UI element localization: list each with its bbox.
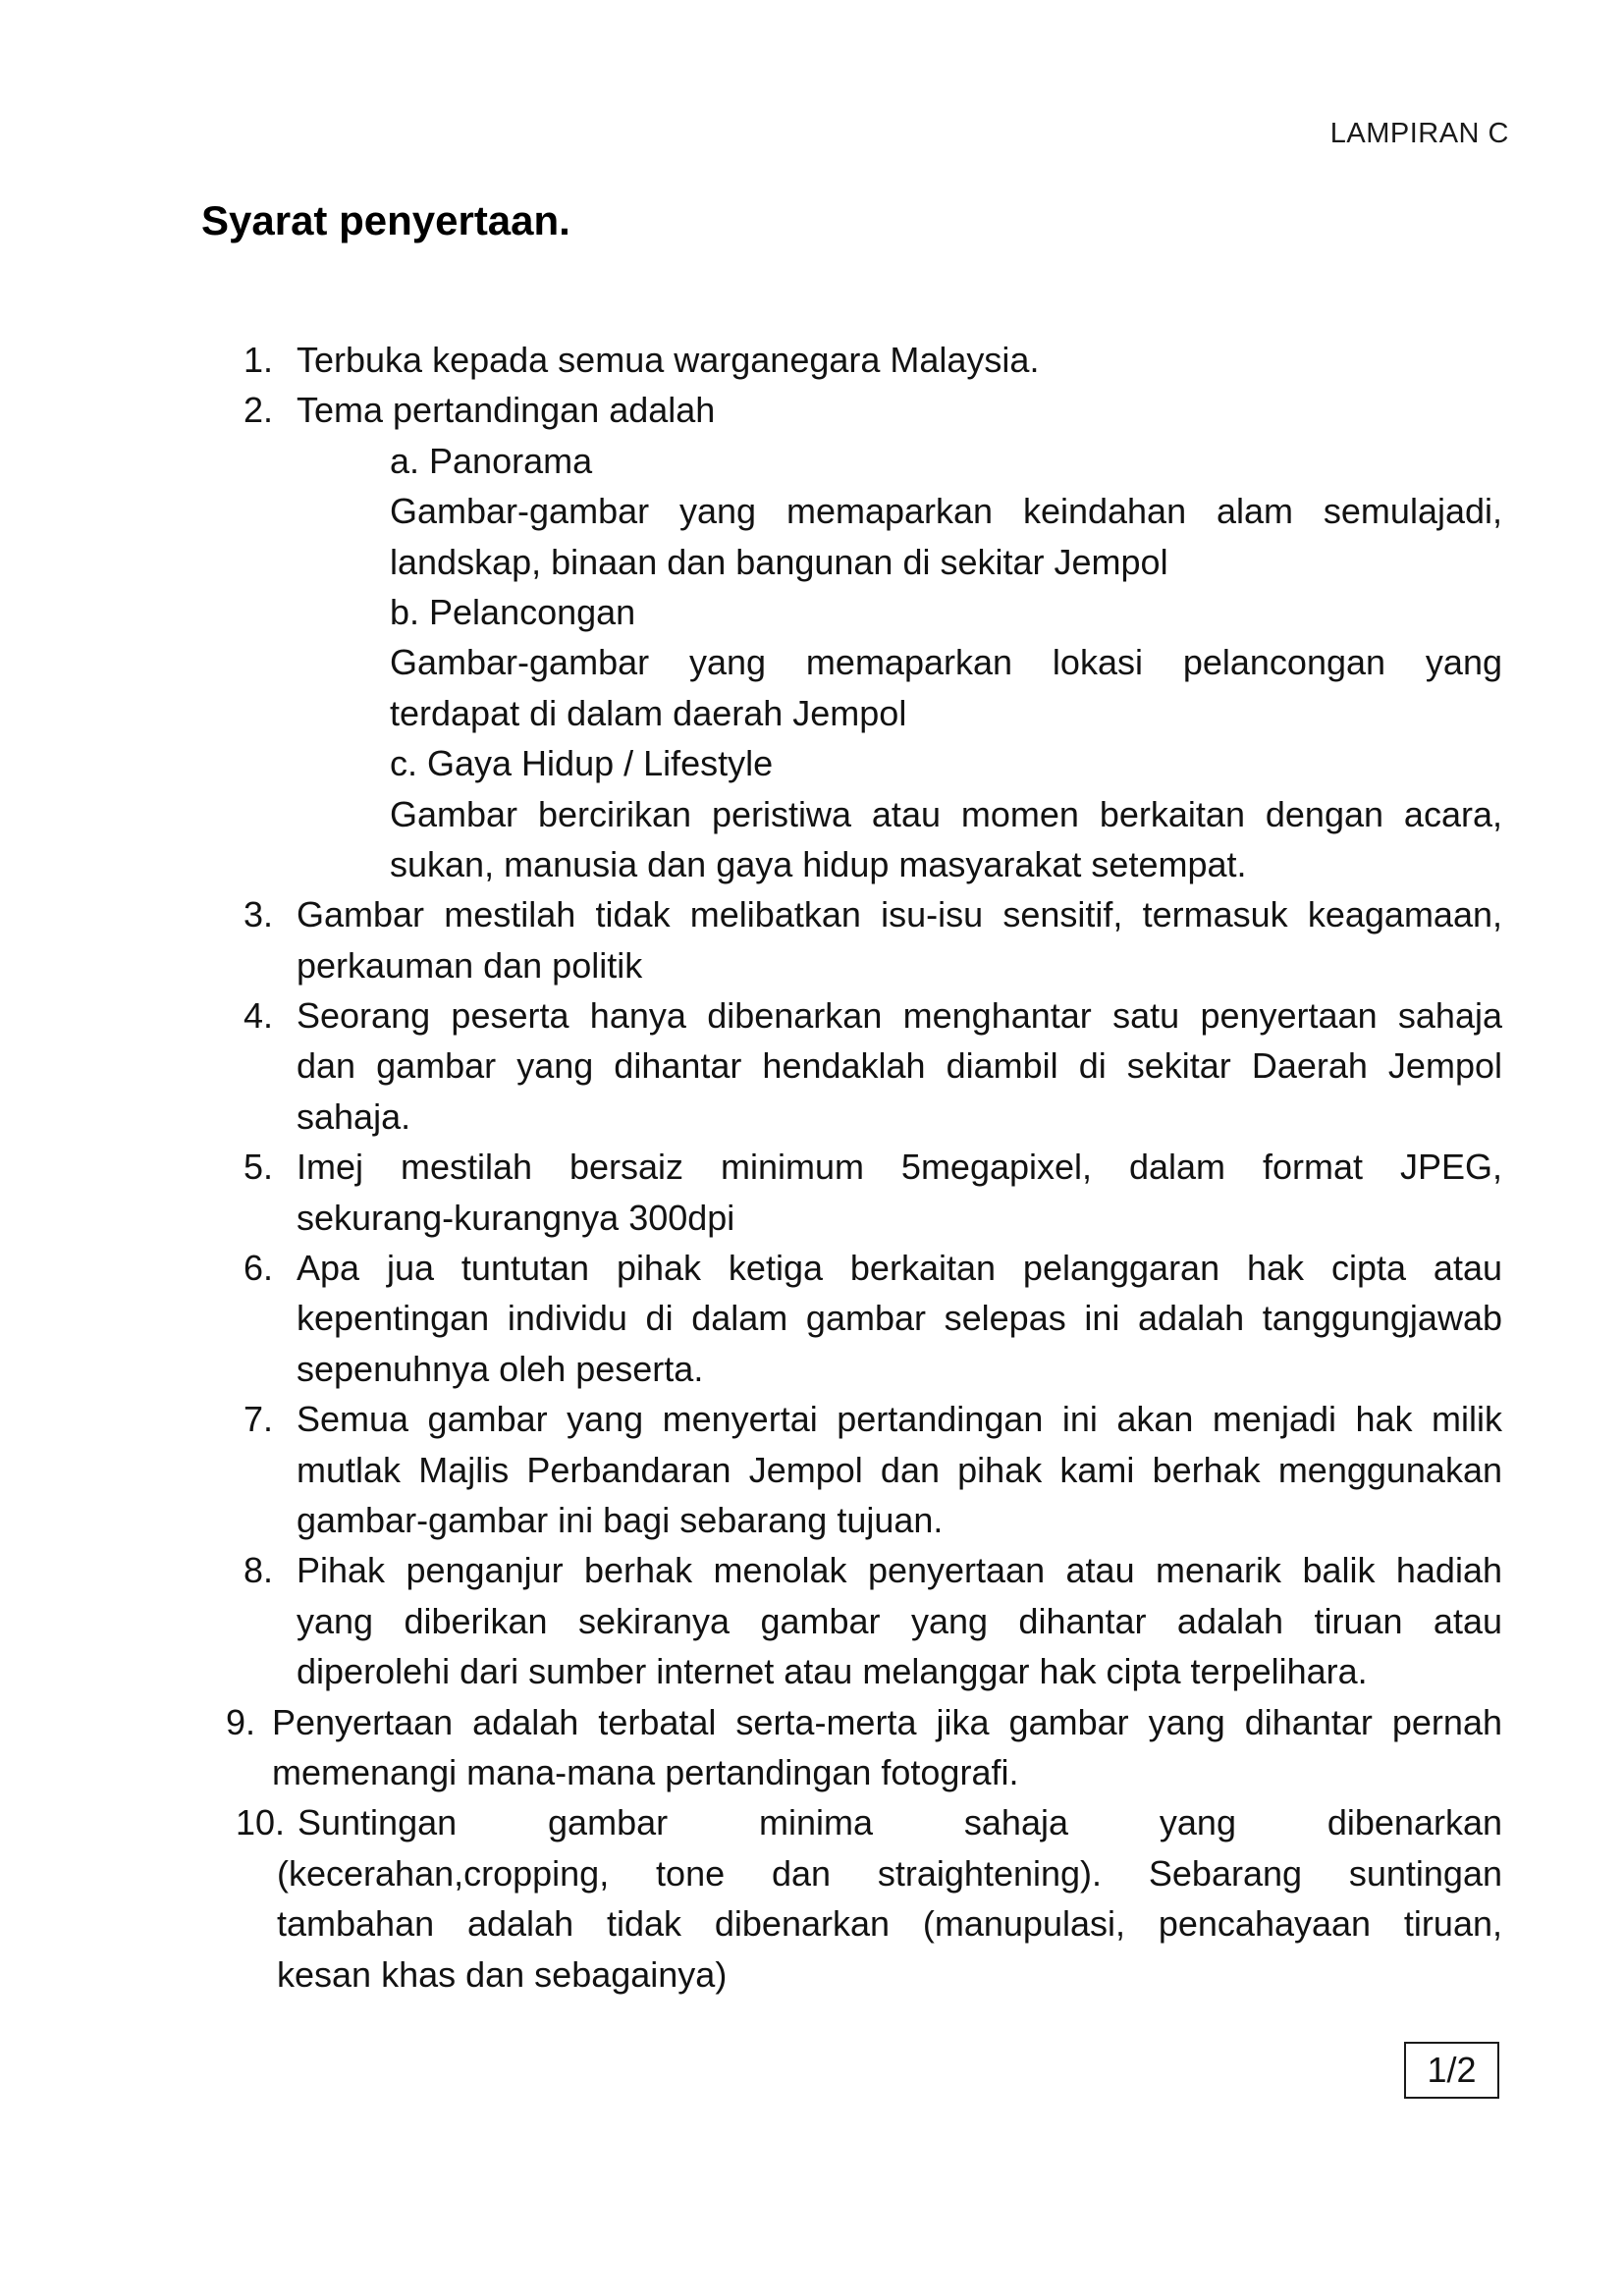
item-number: 7. — [244, 1399, 274, 1440]
sub-item-c-desc-line — [0, 789, 1624, 839]
sub-item-b-desc-line — [0, 688, 1624, 738]
term-text: yang diberikan sekiranya gambar yang dihantar adalah tiruan atau — [297, 1600, 1502, 1641]
term-text: perkauman dan politik — [297, 944, 643, 986]
terms-list — [0, 335, 1624, 2000]
term-text: (kecerahan,cropping, tone dan straightening). Sebarang suntingan — [277, 1852, 1502, 1894]
page-number: 1/2 — [1427, 2050, 1477, 2090]
term-text: Gambar bercirikan peristiwa atau momen berkaitan dengan acara, — [390, 793, 1502, 834]
sub-item-label: a. Panorama — [390, 440, 593, 481]
sub-item-a-desc-line — [0, 537, 1624, 587]
term-text: sekurang-kurangnya 300dpi — [297, 1197, 735, 1238]
term-item-8-line — [0, 1646, 1624, 1696]
page-number-box — [1404, 2042, 1499, 2099]
term-item-8-line — [0, 1545, 1624, 1595]
term-item-7-line — [0, 1495, 1624, 1545]
term-item-10-line — [0, 1898, 1624, 1949]
term-item-4-line — [0, 1041, 1624, 1091]
term-item-7-line — [0, 1445, 1624, 1495]
item-number: 10. — [236, 1802, 286, 1843]
term-text: terdapat di dalam daerah Jempol — [390, 692, 907, 733]
term-item-3-line — [0, 940, 1624, 990]
sub-item-label: c. Gaya Hidup / Lifestyle — [390, 743, 774, 784]
term-text: sukan, manusia dan gaya hidup masyarakat setempat. — [390, 843, 1247, 884]
term-item-5-line — [0, 1142, 1624, 1192]
term-text: Penyertaan adalah terbatal serta-merta jika gambar yang dihantar pernah — [272, 1701, 1502, 1742]
term-text: diperolehi dari sumber internet atau melanggar hak cipta terpelihara. — [297, 1651, 1368, 1692]
term-text: kepentingan individu di dalam gambar selepas ini adalah tanggungjawab — [297, 1298, 1502, 1339]
sub-item-label: b. Pelancongan — [390, 591, 636, 632]
term-item-3-line — [0, 889, 1624, 939]
term-item-4-line — [0, 1092, 1624, 1142]
term-item-5-line — [0, 1193, 1624, 1243]
term-item-6-line — [0, 1243, 1624, 1293]
term-text: Semua gambar yang menyertai pertandingan ini akan menjadi hak milik — [297, 1399, 1502, 1440]
sub-item-c-desc-line — [0, 839, 1624, 889]
item-number: 1. — [244, 340, 274, 380]
page-title: Syarat penyertaan. — [201, 197, 570, 243]
item-number: 6. — [244, 1248, 274, 1289]
term-item-10-line — [0, 1797, 1624, 1847]
term-text: kesan khas dan sebagainya) — [277, 1953, 728, 1995]
sub-item-b-label — [0, 587, 1624, 637]
item-number: 2. — [244, 390, 274, 431]
term-text: Imej mestilah bersaiz minimum 5megapixel, dalam format JPEG, — [297, 1147, 1502, 1188]
term-item-6-line — [0, 1293, 1624, 1343]
term-item-4-line — [0, 990, 1624, 1041]
item-number: 9. — [226, 1701, 256, 1742]
term-item-10-line — [0, 1949, 1624, 2000]
term-text: Apa jua tuntutan pihak ketiga berkaitan pelanggaran hak cipta atau — [297, 1248, 1502, 1289]
term-text: Gambar mestilah tidak melibatkan isu-isu sensitif, termasuk keagamaan, — [297, 894, 1502, 935]
sub-item-c-label — [0, 738, 1624, 788]
term-text: Tema pertandingan adalah — [297, 390, 716, 431]
term-text: sepenuhnya oleh peserta. — [297, 1348, 704, 1389]
term-text: Pihak penganjur berhak menolak penyertaan atau menarik balik hadiah — [297, 1550, 1502, 1591]
sub-item-a-label — [0, 436, 1624, 486]
item-number: 4. — [244, 995, 274, 1037]
term-item-9-line — [0, 1747, 1624, 1797]
term-item-10-line — [0, 1848, 1624, 1898]
term-text: memenangi mana-mana pertandingan fotografi. — [272, 1751, 1019, 1792]
term-text: mutlak Majlis Perbandaran Jempol dan pihak kami berhak menggunakan — [297, 1449, 1502, 1490]
term-text: Seorang peserta hanya dibenarkan menghantar satu penyertaan sahaja — [297, 995, 1502, 1037]
attachment-label: LAMPIRAN C — [1329, 118, 1509, 149]
term-item-2-line — [0, 385, 1624, 435]
term-text: dan gambar yang dihantar hendaklah diambil di sekitar Daerah Jempol — [297, 1045, 1502, 1087]
sub-item-b-desc-line — [0, 637, 1624, 687]
term-text: Suntingan gambar minima sahaja yang dibenarkan — [298, 1802, 1502, 1843]
item-number: 3. — [244, 894, 274, 935]
term-text: Gambar-gambar yang memaparkan keindahan alam semulajadi, — [390, 491, 1502, 532]
term-item-6-line — [0, 1344, 1624, 1394]
term-text: landskap, binaan dan bangunan di sekitar Jempol — [390, 541, 1168, 582]
term-text: tambahan adalah tidak dibenarkan (manupulasi, pencahayaan tiruan, — [277, 1903, 1502, 1945]
item-number: 8. — [244, 1550, 274, 1591]
item-number: 5. — [244, 1147, 274, 1188]
term-item-8-line — [0, 1596, 1624, 1646]
sub-item-a-desc-line — [0, 486, 1624, 536]
term-item-9-line — [0, 1697, 1624, 1747]
term-text: Terbuka kepada semua warganegara Malaysia. — [297, 340, 1040, 380]
term-text: sahaja. — [297, 1095, 411, 1137]
term-text: gambar-gambar ini bagi sebarang tujuan. — [297, 1499, 944, 1540]
term-item-7-line — [0, 1394, 1624, 1444]
term-item-1-line — [0, 335, 1624, 385]
term-text: Gambar-gambar yang memaparkan lokasi pelancongan yang — [390, 642, 1502, 683]
